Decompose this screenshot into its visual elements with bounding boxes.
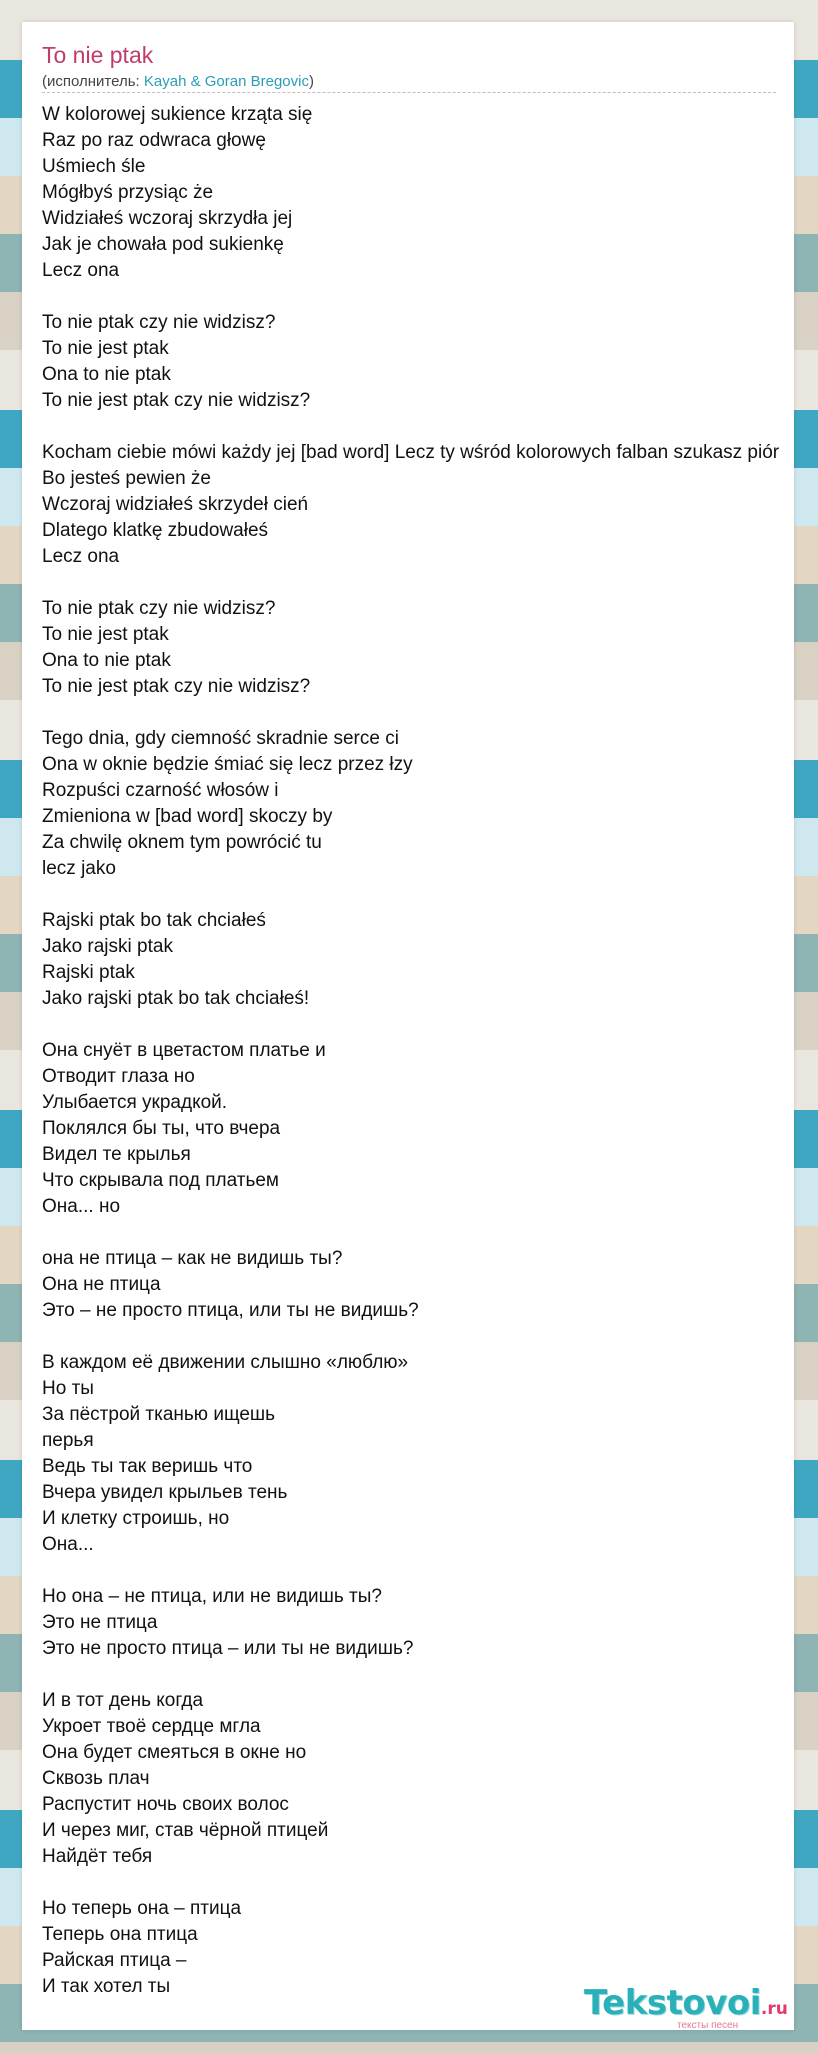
stanza-gap bbox=[42, 1324, 794, 1350]
lyric-line: Rozpuści czarność włosów i bbox=[42, 780, 279, 801]
lyric-line: Сквозь плач bbox=[42, 1768, 150, 1789]
lyric-line: Отводит глаза но bbox=[42, 1066, 195, 1087]
lyric-line: W kolorowej sukience krząta się bbox=[42, 104, 313, 125]
lyric-line: Uśmiech śle bbox=[42, 156, 146, 177]
lyric-line: Поклялся бы ты, что вчера bbox=[42, 1118, 281, 1139]
lyric-line: Jak je chowała pod sukienkę bbox=[42, 234, 284, 255]
lyric-line: И через миг, став чёрной птицей bbox=[42, 1820, 329, 1841]
lyric-line: Найдёт тебя bbox=[42, 1846, 153, 1867]
lyric-line: Lecz ona bbox=[42, 260, 120, 281]
lyric-line: Но теперь она – птица bbox=[42, 1898, 242, 1919]
lyric-line: Укроет твоё сердце мгла bbox=[42, 1716, 261, 1737]
performer-line bbox=[42, 73, 314, 90]
lyric-line: Wczoraj widziałeś skrzydeł cień bbox=[42, 494, 309, 515]
lyric-line: Это – не просто птица, или ты не видишь? bbox=[42, 1300, 419, 1321]
lyric-line: За пёстрой тканью ищешь bbox=[42, 1404, 276, 1425]
stanza-gap bbox=[42, 1012, 794, 1038]
lyric-line: перья bbox=[42, 1430, 94, 1451]
stanza-gap bbox=[42, 1220, 794, 1246]
performer-prefix: (исполнитель: bbox=[42, 73, 144, 90]
lyric-line: Она будет смеяться в окне но bbox=[42, 1742, 307, 1763]
lyric-line: Она снуёт в цветастом платье и bbox=[42, 1040, 326, 1061]
lyric-line: В каждом её движении слышно «люблю» bbox=[42, 1352, 409, 1373]
stanza-gap bbox=[42, 1870, 794, 1896]
lyric-line: Но она – не птица, или не видишь ты? bbox=[42, 1586, 382, 1607]
lyric-line: Ona to nie ptak bbox=[42, 364, 171, 385]
lyric-line: Kocham ciebie mówi każdy jej [bad word] Lecz ty wśród kolorowych falban szukasz piór bbox=[42, 442, 780, 463]
lyric-line: To nie jest ptak czy nie widzisz? bbox=[42, 390, 311, 411]
stanza-gap bbox=[42, 414, 794, 440]
lyric-line: Mógłbyś przysiąc że bbox=[42, 182, 214, 203]
logo-tagline: тексты песен bbox=[677, 2020, 739, 2030]
lyric-line: Zmieniona w [bad word] skoczy by bbox=[42, 806, 333, 827]
lyric-line: Bo jesteś pewien że bbox=[42, 468, 211, 489]
lyric-line: Rajski ptak bo tak chciałeś bbox=[42, 910, 266, 931]
lyric-line: она не птица – как не видишь ты? bbox=[42, 1248, 343, 1269]
lyric-line: Это не птица bbox=[42, 1612, 158, 1633]
lyric-line: И так хотел ты bbox=[42, 1976, 171, 1997]
stanza-gap bbox=[42, 1662, 794, 1688]
lyric-line: Dlatego klatkę zbudowałeś bbox=[42, 520, 269, 541]
lyric-line: Ona to nie ptak bbox=[42, 650, 171, 671]
lyric-line: To nie jest ptak bbox=[42, 624, 169, 645]
stanza-gap bbox=[42, 700, 794, 726]
lyric-line: Ведь ты так веришь что bbox=[42, 1456, 253, 1477]
artist-link[interactable]: Kayah & Goran Bregovic bbox=[143, 73, 309, 90]
lyric-line: Rajski ptak bbox=[42, 962, 135, 983]
lyric-line: Widziałeś wczoraj skrzydła jej bbox=[42, 208, 293, 229]
lyric-line: Za chwilę oknem tym powrócić tu bbox=[42, 832, 322, 853]
lyric-line: lecz jako bbox=[42, 858, 116, 879]
lyric-line: Она... но bbox=[42, 1196, 121, 1217]
lyric-line: Она не птица bbox=[42, 1274, 161, 1295]
lyric-line: Райская птица – bbox=[42, 1950, 187, 1971]
lyric-line: Но ты bbox=[42, 1378, 94, 1399]
song-title: To nie ptak bbox=[42, 42, 154, 68]
lyric-line: Lecz ona bbox=[42, 546, 120, 567]
lyric-line: Raz po raz odwraca głowę bbox=[42, 130, 266, 151]
logo-name: Tekstovoi bbox=[584, 1983, 761, 2023]
stanza-gap bbox=[42, 570, 794, 596]
lyrics-text bbox=[42, 102, 794, 2000]
stanza-gap bbox=[42, 882, 794, 908]
lyric-line: Это не просто птица – или ты не видишь? bbox=[42, 1638, 414, 1659]
lyric-line: Улыбается украдкой. bbox=[42, 1092, 228, 1113]
lyric-line: Ona w oknie będzie śmiać się lecz przez łzy bbox=[42, 754, 413, 775]
lyric-line: Распустит ночь своих волос bbox=[42, 1794, 289, 1815]
lyric-line: Jako rajski ptak bo tak chciałeś! bbox=[42, 988, 310, 1009]
lyric-line: To nie ptak czy nie widzisz? bbox=[42, 312, 276, 333]
performer-suffix: ) bbox=[308, 73, 314, 90]
lyric-line: To nie jest ptak czy nie widzisz? bbox=[42, 676, 311, 697]
lyric-line: To nie jest ptak bbox=[42, 338, 169, 359]
lyrics-card bbox=[22, 22, 794, 2030]
lyric-line: To nie ptak czy nie widzisz? bbox=[42, 598, 276, 619]
lyric-line: Вчера увидел крыльев тень bbox=[42, 1482, 288, 1503]
stanza-gap bbox=[42, 1558, 794, 1584]
stanza-gap bbox=[42, 284, 794, 310]
lyric-line: Tego dnia, gdy ciemność skradnie serce ci bbox=[42, 728, 399, 749]
logo-tld: .ru bbox=[760, 1999, 788, 2019]
lyric-line: Она... bbox=[42, 1534, 94, 1555]
lyric-line: Видел те крылья bbox=[42, 1144, 191, 1165]
header-divider bbox=[42, 92, 776, 93]
lyric-line: Что скрывала под платьем bbox=[42, 1170, 279, 1191]
lyric-line: И клетку строишь, но bbox=[42, 1508, 230, 1529]
lyric-line: Jako rajski ptak bbox=[42, 936, 173, 957]
lyric-line: Теперь она птица bbox=[42, 1924, 198, 1945]
lyric-line: И в тот день когда bbox=[42, 1690, 204, 1711]
